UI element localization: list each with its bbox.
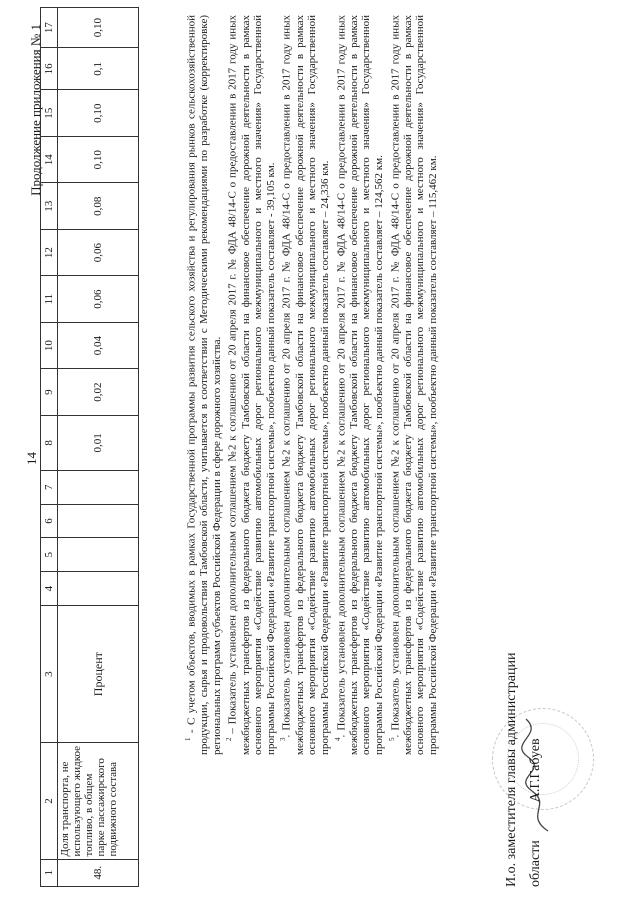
table-cell	[58, 504, 139, 538]
table-cell	[58, 538, 139, 572]
column-number-15: 15	[41, 90, 58, 136]
indicator-name-cell: Доля транспорта, не использующего жидкое топливо, в общем парке пассажирского подвижного состава	[58, 743, 139, 859]
column-number-9: 9	[41, 369, 58, 415]
column-number-17: 17	[41, 8, 58, 48]
column-number-row	[41, 8, 58, 887]
table-cell: 0,06	[58, 229, 139, 275]
footnote-5: $^5$. Показатель установлен дополнительным соглашением №2 к соглашению от 20 апреля 2017 г. № ФДА 48/14-С о предоставлении в 2017 году иных межбюджетных трансфертов из федерального бюджета бюджету Тамбовской области на финансовое обеспечение дорожной деятельности в рамках основного мероприятия «Содействие развитию автомобильных дорог регионального межмуниципального и местного значения» Государственной программы Российской Федерации «Развитие транспортной системы», пообъектно данный показатель составляет – 115,462 км.	[387, 15, 439, 755]
signer-position: И.о. заместителя главы администрации	[504, 652, 519, 887]
footnote-4: $^4$. Показатель установлен дополнительным соглашением №2 к соглашению от 20 апреля 2017 г. № ФДА 48/14-С о предоставлении в 2017 году иных межбюджетных трансфертов из федерального бюджета бюджету Тамбовской области на финансовое обеспечение дорожной деятельности в рамках основного мероприятия «Содействие развитию автомобильных дорог регионального межмуниципального и местного значения» Государственной программы Российской Федерации «Развитие транспортной системы», пообъектно данный показатель составляет – 124,562 км.	[333, 15, 385, 755]
column-number-16: 16	[41, 48, 58, 90]
table-cell: 48.	[58, 859, 139, 886]
column-number-13: 13	[41, 183, 58, 229]
table-cell: 0,10	[58, 8, 139, 48]
table-cell: 0,10	[58, 90, 139, 136]
signer-org: области	[528, 840, 543, 887]
page-number: 14	[24, 452, 39, 465]
column-number-4: 4	[41, 572, 58, 606]
unit-cell: Процент	[58, 605, 139, 742]
column-number-12: 12	[41, 229, 58, 275]
table-cell: 0,02	[58, 369, 139, 415]
table-cell: 0,08	[58, 183, 139, 229]
column-number-14: 14	[41, 136, 58, 182]
column-number-3: 3	[41, 605, 58, 742]
table-cell	[58, 572, 139, 606]
appendix-continuation: Продолжение приложения № 1	[28, 24, 43, 196]
column-number-7: 7	[41, 470, 58, 504]
table-cell: 0,01	[58, 415, 139, 470]
table-cell: 0,1	[58, 48, 139, 90]
table-cell: 0,10	[58, 136, 139, 182]
column-number-1: 1	[41, 859, 58, 886]
signer-name: А.Г.Габуев	[528, 738, 543, 803]
table-cell: 0,04	[58, 322, 139, 368]
signature-block	[500, 653, 548, 887]
column-number-6: 6	[41, 504, 58, 538]
table-row	[58, 8, 139, 887]
footnote-3: $^3$. Показатель установлен дополнительным соглашением №2 к соглашению от 20 апреля 2017 г. № ФДА 48/14-С о предоставлении в 2017 году иных межбюджетных трансфертов из федерального бюджета бюджету Тамбовской области на финансовое обеспечение дорожной деятельности в рамках основного мероприятия «Содействие развитию автомобильных дорог регионального межмуниципального и местного значения» Государственной программы Российской Федерации «Развитие транспортной системы», пообъектно данный показатель составляет – 24,336 км.	[279, 15, 331, 755]
column-number-5: 5	[41, 538, 58, 572]
footnote-2: $^2$ – Показатель установлен дополнительным соглашением №2 к соглашению от 20 апреля 2017 г. № ФДА 48/14-С о предоставлении в 2017 году иных межбюджетных трансфертов из федерального бюджета бюджету Тамбовской области на финансовое обеспечение дорожной деятельности в рамках основного мероприятия «Содействие развитию автомобильных дорог регионального межмуниципального и местного значения» Государственной программы Российской Федерации «Развитие транспортной системы», пообъектно данный показатель составляет - 39,105 км.	[225, 15, 277, 755]
column-number-2: 2	[41, 743, 58, 859]
column-number-8: 8	[41, 415, 58, 470]
table-cell	[58, 470, 139, 504]
column-number-11: 11	[41, 276, 58, 322]
indicators-table	[40, 7, 139, 887]
footnote-1: $^1$ - С учетом объектов, вводимых в рамках Государственной программы развития сельского хозяйства и регулирования рынков сельскохозяйственной продукции, сырья и продовольствия Тамбовской области, учитывается в соответствии с Методическими рекомендациями по разработке (корректировке) региональных программ субъектов Российской Федерации в сфере дорожного хозяйства.	[184, 14, 223, 755]
table-cell: 0,06	[58, 276, 139, 322]
footnotes	[182, 15, 440, 755]
column-number-10: 10	[41, 322, 58, 368]
